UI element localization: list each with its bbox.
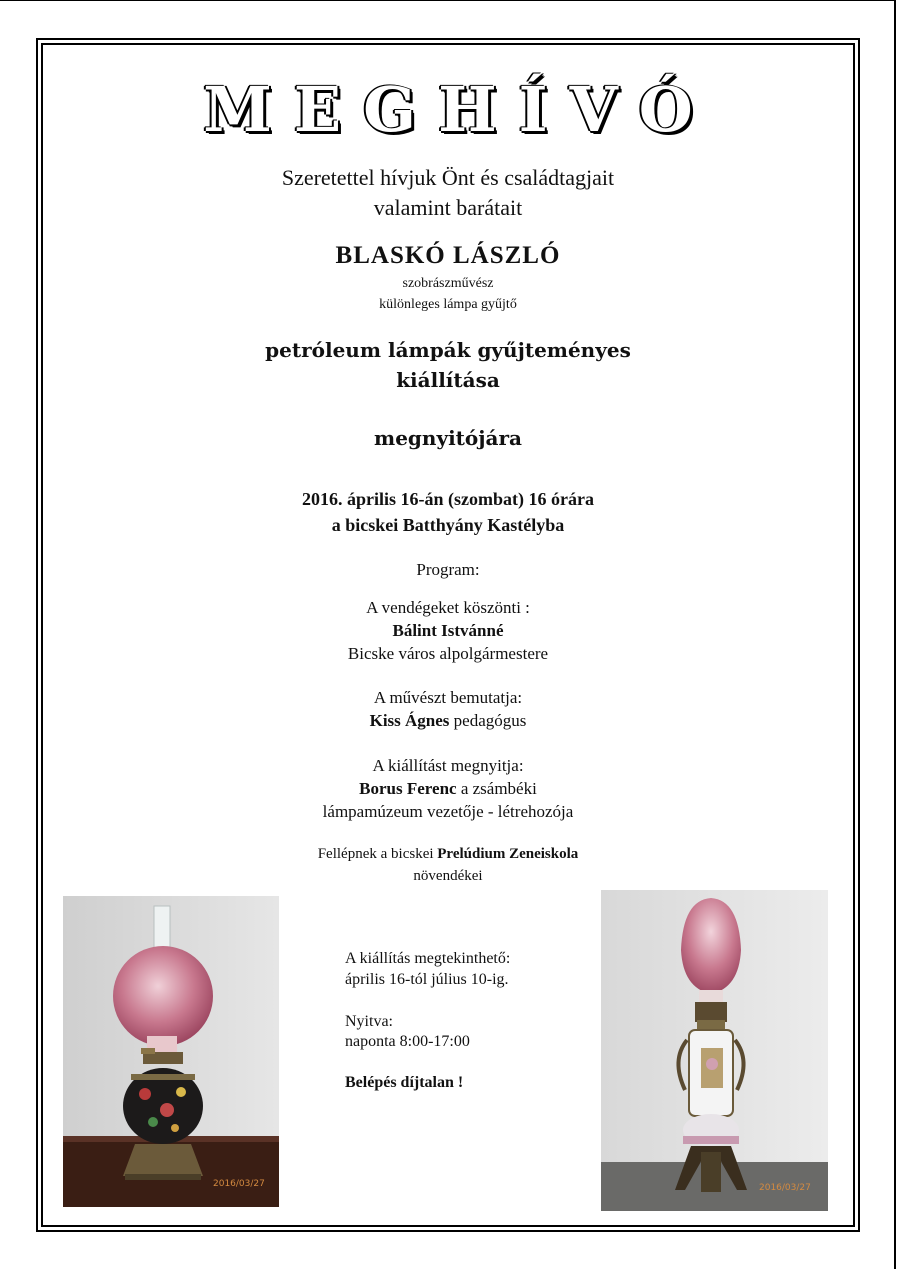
event-date: 2016. április 16-án (szombat) 16 órára <box>302 489 594 509</box>
intro-label: A művészt bemutatja: <box>373 688 523 707</box>
visiting-period: április 16-tól július 10-ig. <box>345 971 509 988</box>
exhibition-opening: megnyitójára <box>374 426 522 450</box>
artist-role-1: szobrászművész <box>402 276 494 291</box>
page-edge-top <box>0 0 895 1</box>
left-lamp-photo <box>63 896 279 1207</box>
perform-name: Prelúdium Zeneiskola <box>437 846 579 862</box>
visiting-entry: Belépés díjtalan ! <box>345 1074 464 1091</box>
page-edge-right <box>894 0 896 1269</box>
program-heading: Program: <box>416 560 480 579</box>
greeting-label: A vendégeket köszönti : <box>366 598 530 617</box>
visiting-open-label: Nyitva: <box>345 1013 393 1030</box>
intro-role: pedagógus <box>449 711 527 730</box>
perform-suffix: növendékei <box>413 868 483 884</box>
open-role-1: a zsámbéki <box>456 779 537 798</box>
intro-name: Kiss Ágnes <box>369 711 450 730</box>
visiting-label: A kiállítás megtekinthető: <box>345 950 511 967</box>
visiting-hours: naponta 8:00-17:00 <box>345 1033 470 1050</box>
open-role-2: lámpamúzeum vezetője - létrehozója <box>322 802 574 821</box>
perform-prefix: Fellépnek a bicskei <box>317 846 438 862</box>
greeting-name: Bálint Istvánné <box>392 621 504 640</box>
exhibition-line-1: petróleum lámpák gyűjteményes <box>265 338 631 362</box>
right-photo-date-stamp: 2016/03/27 <box>759 1183 811 1193</box>
exhibition-line-2: kiállítása <box>396 368 500 392</box>
intro-person <box>43 711 853 731</box>
perform-line <box>43 845 853 863</box>
open-person <box>43 779 853 799</box>
left-photo-date-stamp: 2016/03/27 <box>213 1179 265 1189</box>
open-name: Borus Ferenc <box>359 779 457 798</box>
intro-line-1: Szeretettel hívjuk Önt és családtagjait <box>281 165 615 190</box>
intro-line-2: valamint barátait <box>373 195 523 220</box>
open-label: A kiállítást megnyitja: <box>372 756 524 775</box>
greeting-role: Bicske város alpolgármestere <box>347 644 549 663</box>
event-place: a bicskei Batthyány Kastélyba <box>331 515 565 535</box>
artist-name: BLASKÓ LÁSZLÓ <box>335 242 561 269</box>
artist-role-2: különleges lámpa gyűjtő <box>379 297 517 312</box>
right-lamp-photo <box>601 890 828 1211</box>
invitation-title: MEGHÍVÓ <box>203 73 715 146</box>
